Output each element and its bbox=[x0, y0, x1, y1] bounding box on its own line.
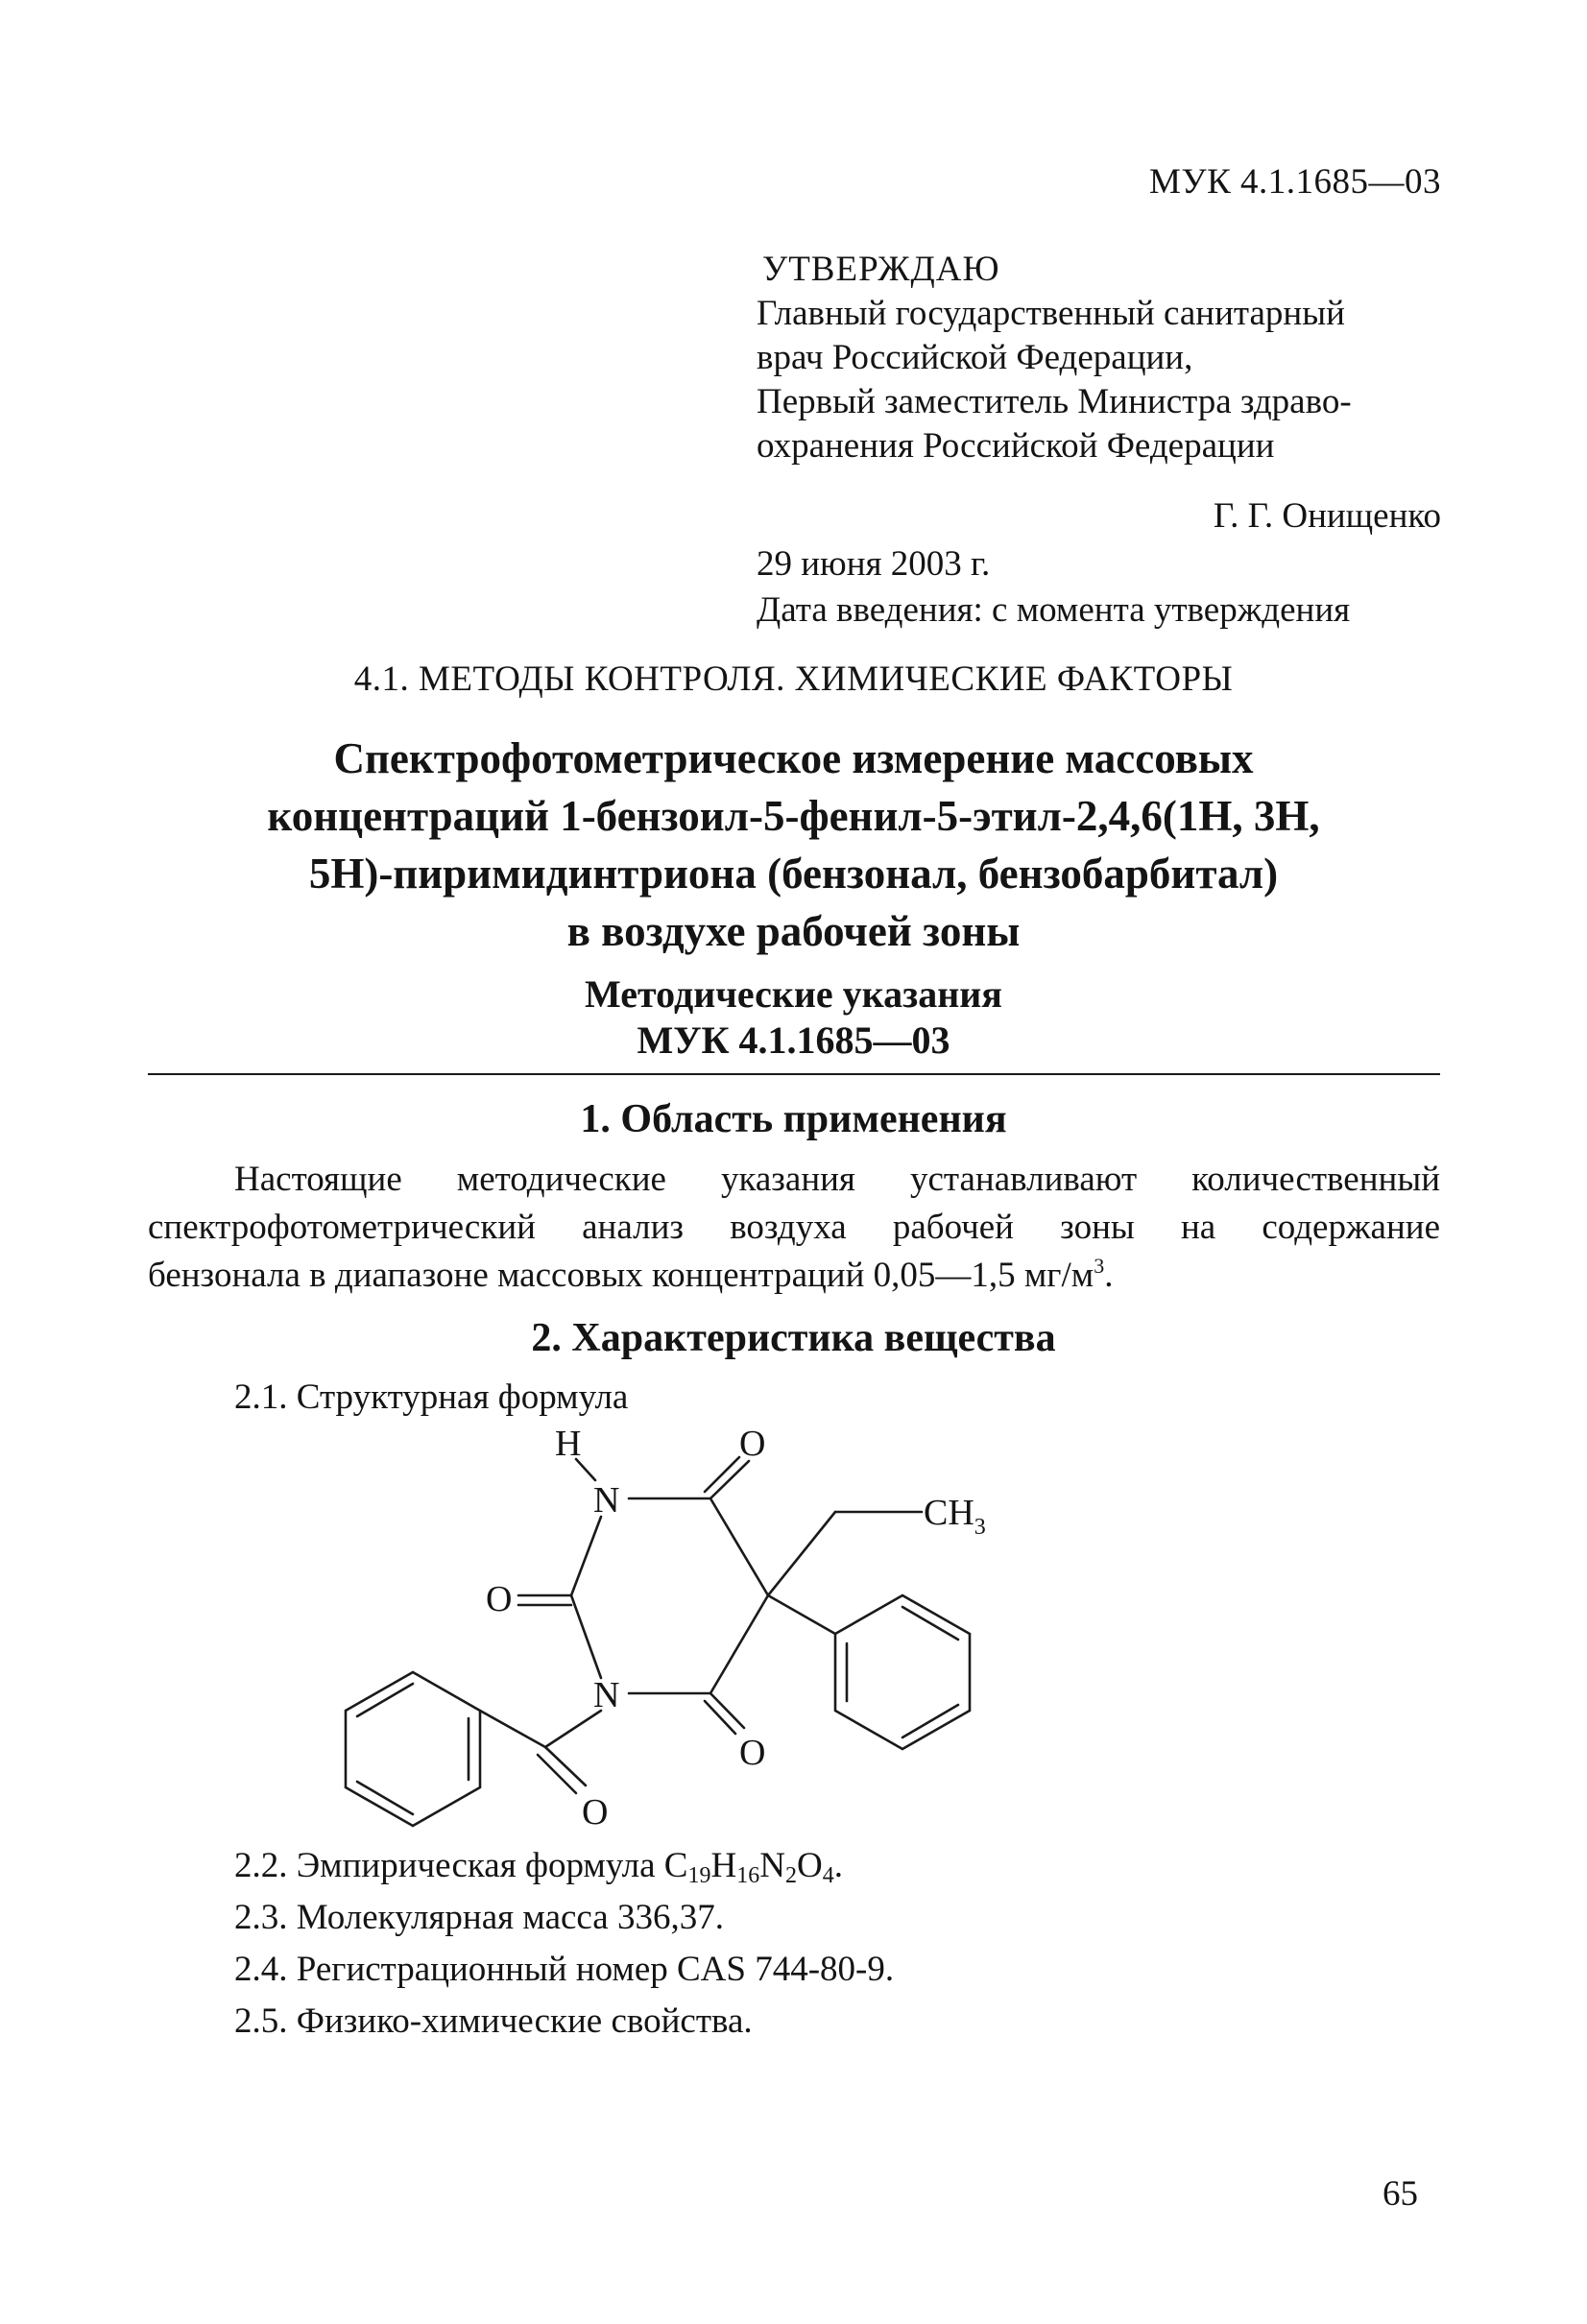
structural-formula bbox=[298, 1421, 1046, 1833]
item-2-4: 2.4. Регистрационный номер CAS 744-80-9. bbox=[234, 1950, 895, 1989]
paragraph-text: бензонала в диапазоне массовых концентраций 0,05—1,5 мг/м bbox=[148, 1256, 1094, 1295]
empirical-formula-label: 2.2. Эмпирическая формула C bbox=[234, 1846, 688, 1885]
atom-o-top: O bbox=[739, 1424, 766, 1464]
paragraph-period: . bbox=[1104, 1256, 1114, 1295]
atom-o-left: O bbox=[486, 1579, 513, 1619]
formula-period: . bbox=[833, 1846, 843, 1885]
group-ch3 bbox=[924, 1493, 986, 1540]
approval-block bbox=[757, 248, 1448, 468]
section-1-heading: 1. Область применения bbox=[580, 1097, 1007, 1141]
item-2-5: 2.5. Физико-химические свойства. bbox=[234, 2001, 753, 2041]
atom-n1: N bbox=[593, 1480, 620, 1521]
title-line: 5Н)-пиримидинтриона (бензонал, бензобарбитал) bbox=[308, 850, 1279, 898]
section-1-paragraph bbox=[148, 1156, 1440, 1300]
title-line: в воздухе рабочей зоны bbox=[566, 907, 1021, 955]
atom-o-bottom: O bbox=[739, 1733, 766, 1773]
paragraph-line: Настоящие методические указания устанавливают количественный bbox=[234, 1160, 1440, 1199]
document-title bbox=[144, 730, 1443, 960]
title-line: Спектрофотометрическое измерение массовых bbox=[333, 734, 1254, 782]
group-ch: CH bbox=[924, 1493, 974, 1533]
category-heading: 4.1. МЕТОДЫ КОНТРОЛЯ. ХИМИЧЕСКИЕ ФАКТОРЫ bbox=[353, 659, 1234, 699]
item-2-3: 2.3. Молекулярная масса 336,37. bbox=[234, 1898, 724, 1937]
approval-line: Первый заместитель Министра здраво- bbox=[757, 382, 1352, 421]
divider-rule bbox=[148, 1073, 1440, 1075]
approval-line: охранения Российской Федерации bbox=[757, 426, 1275, 466]
atom-n2: N bbox=[593, 1675, 620, 1715]
item-2-2 bbox=[234, 1845, 843, 1886]
document-type bbox=[0, 971, 1587, 1064]
unit-exponent: 3 bbox=[1094, 1254, 1105, 1278]
paragraph-line bbox=[148, 1252, 1440, 1300]
approval-line: врач Российской Федерации, bbox=[757, 338, 1193, 377]
date-block bbox=[757, 541, 1350, 634]
formula-element: H bbox=[710, 1846, 737, 1885]
approval-stamp: УТВЕРЖДАЮ bbox=[762, 250, 1000, 289]
item-2-1: 2.1. Структурная формула bbox=[234, 1378, 629, 1417]
atom-o-benzoyl: O bbox=[582, 1792, 609, 1833]
formula-subscript: 16 bbox=[736, 1863, 760, 1888]
formula-element: O bbox=[796, 1846, 823, 1885]
formula-element: N bbox=[759, 1846, 785, 1885]
paragraph-line: спектрофотометрический анализ воздуха рабочей зоны на содержание bbox=[148, 1208, 1440, 1247]
atom-h: H bbox=[555, 1424, 582, 1464]
approval-date: 29 июня 2003 г. bbox=[757, 544, 991, 584]
effective-date: Дата введения: с момента утверждения bbox=[757, 590, 1351, 630]
approval-line: Главный государственный санитарный bbox=[757, 294, 1345, 333]
signatory-name: Г. Г. Онищенко bbox=[1213, 496, 1441, 536]
title-line: концентраций 1-бензоил-5-фенил-5-этил-2,4,6(1Н, 3Н, bbox=[267, 792, 1320, 840]
formula-subscript: 2 bbox=[784, 1863, 797, 1888]
group-ch-subscript: 3 bbox=[974, 1515, 986, 1540]
formula-subscript: 4 bbox=[822, 1863, 834, 1888]
section-2-heading: 2. Характеристика вещества bbox=[531, 1316, 1056, 1360]
doctype-code: МУК 4.1.1685—03 bbox=[637, 1018, 950, 1062]
document-code: МУК 4.1.1685—03 bbox=[1148, 162, 1441, 202]
doctype-label: Методические указания bbox=[585, 972, 1002, 1016]
formula-subscript: 19 bbox=[687, 1863, 711, 1888]
page-number: 65 bbox=[1383, 2174, 1418, 2214]
